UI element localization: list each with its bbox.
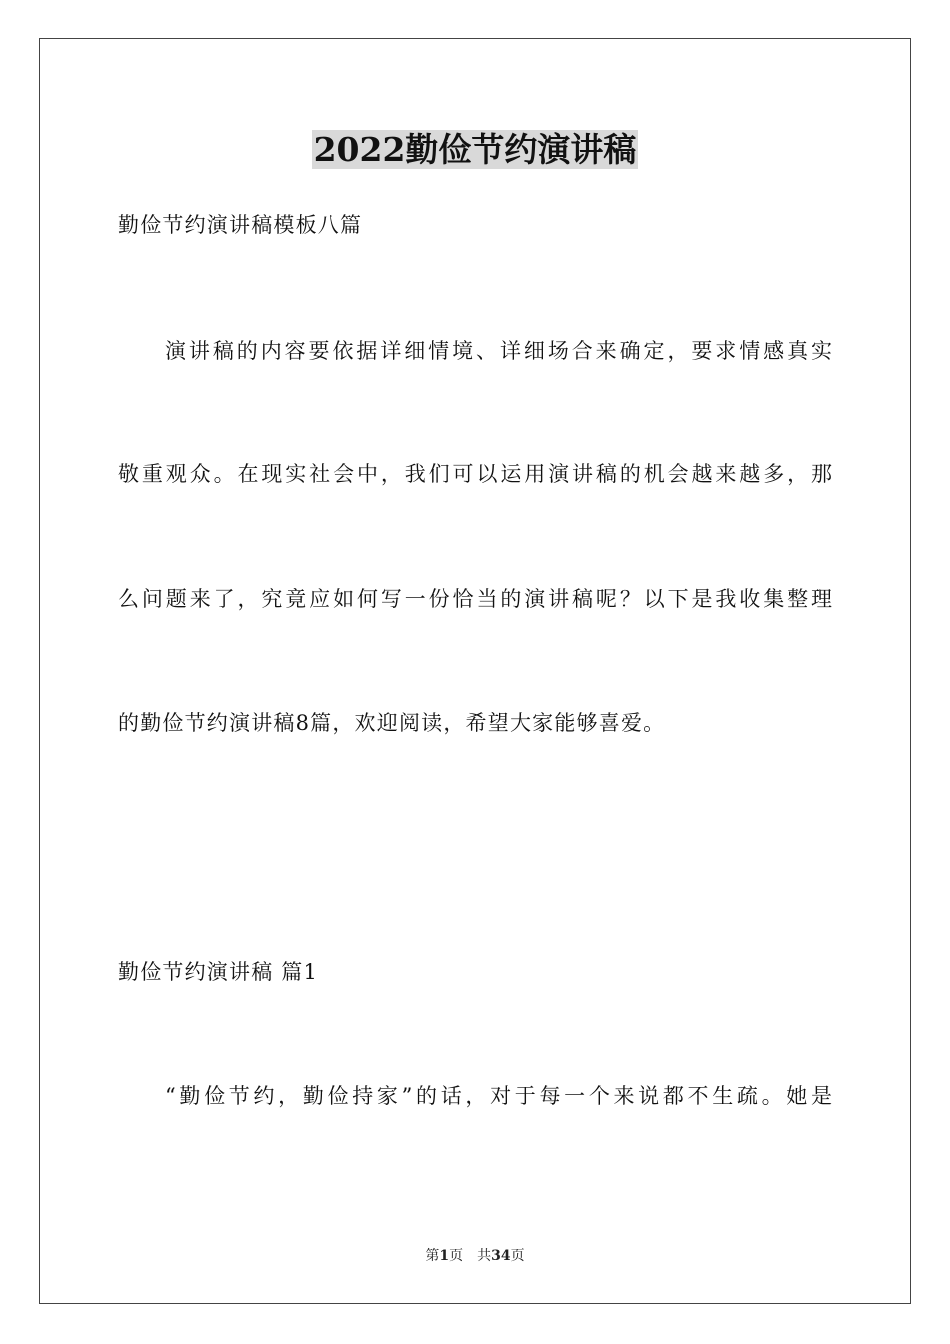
paragraph-line: 么问题来了，究竟应如何写一份恰当的演讲稿呢？以下是我收集整理 (118, 587, 832, 611)
page-prefix: 第 (425, 1248, 440, 1264)
total-pages: 34 (491, 1248, 511, 1264)
document-title-text: 2022勤俭节约演讲稿 (313, 130, 637, 169)
total-prefix: 共 (477, 1248, 492, 1264)
document-title (0, 126, 950, 174)
document-subtitle: 勤俭节约演讲稿模板八篇 (118, 213, 363, 237)
total-suffix: 页 (510, 1248, 525, 1264)
paragraph-line: 演讲稿的内容要依据详细情境、详细场合来确定，要求情感真实 (165, 339, 832, 363)
section-heading: 勤俭节约演讲稿 篇1 (118, 960, 319, 984)
paragraph-line: “勤俭节约，勤俭持家”的话，对于每一个来说都不生疏。她是 (165, 1084, 832, 1108)
page-suffix: 页 (449, 1248, 464, 1264)
paragraph-line: 的勤俭节约演讲稿8篇，欢迎阅读，希望大家能够喜爱。 (118, 711, 666, 735)
paragraph-line: 敬重观众。在现实社会中，我们可以运用演讲稿的机会越来越多，那 (118, 462, 832, 486)
page-footer (0, 1246, 950, 1266)
page-number: 1 (439, 1248, 450, 1264)
